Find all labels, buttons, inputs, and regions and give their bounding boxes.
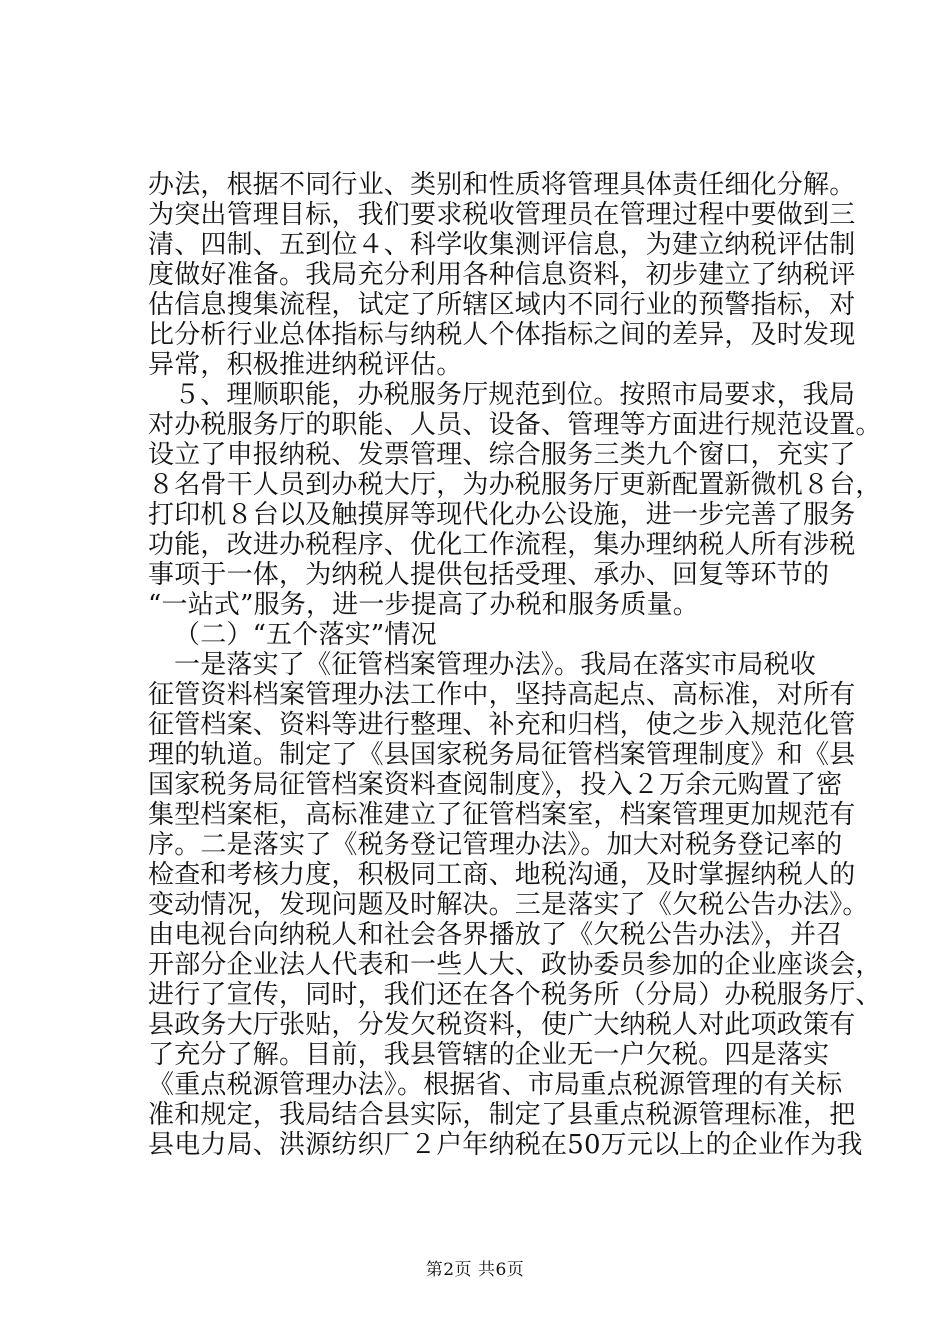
text-line: 设立了申报纳税、发票管理、综合服务三类九个窗口，充实了	[148, 440, 856, 470]
text-line: 对办税服务厅的职能、人员、设备、管理等方面进行规范设置。	[148, 410, 882, 440]
text-line: ８名骨干人员到办税大厅，为办税服务厅更新配置新微机８台，	[148, 470, 882, 500]
text-line: 理的轨道。制定了《县国家税务局征管档案管理制度》和《县	[148, 740, 856, 770]
text-line: 比分析行业总体指标与纳税人个体指标之间的差异，及时发现	[148, 320, 856, 350]
text-line: 准和规定，我局结合县实际，制定了县重点税源管理标准，把	[148, 1100, 856, 1130]
text-line: 事项于一体，为纳税人提供包括受理、承办、回复等环节的	[148, 560, 830, 590]
text-line: 征管档案、资料等进行整理、补充和归档，使之步入规范化管	[148, 710, 856, 740]
text-line: 清、四制、五到位４、科学收集测评信息，为建立纳税评估制	[148, 230, 856, 260]
text-line: 《重点税源管理办法》。根据省、市局重点税源管理的有关标	[148, 1070, 843, 1100]
text-line: 集型档案柜，高标准建立了征管档案室，档案管理更加规范有	[148, 800, 856, 830]
text-line: 为突出管理目标，我们要求税收管理员在管理过程中要做到三	[148, 200, 856, 230]
text-line: 异常，积极推进纳税评估。	[148, 350, 463, 380]
text-line: 县电力局、洪源纺织厂２户年纳税在50万元以上的企业作为我	[148, 1130, 863, 1160]
text-line: 国家税务局征管档案资料查阅制度》，投入２万余元购置了密	[148, 770, 843, 800]
text-line: 了充分了解。目前，我县管辖的企业无一户欠税。四是落实	[148, 1040, 830, 1070]
page-number: 第2页 共6页	[425, 1260, 525, 1280]
text-line: 由电视台向纳税人和社会各界播放了《欠税公告办法》，并召	[148, 920, 843, 950]
text-line: 序。二是落实了《税务登记管理办法》。加大对税务登记率的	[148, 830, 843, 860]
document-body	[148, 170, 882, 1160]
text-line: 度做好准备。我局充分利用各种信息资料，初步建立了纳税评	[148, 260, 856, 290]
text-line: 检查和考核力度，积极同工商、地税沟通，及时掌握纳税人的	[148, 860, 856, 890]
paragraph-start-line: 一是落实了《征管档案管理办法》。我局在落实市局税收	[174, 650, 817, 680]
text-line: 县政务大厅张贴，分发欠税资料，使广大纳税人对此项政策有	[148, 1010, 856, 1040]
text-line: “一站式”服务，进一步提高了办税和服务质量。	[148, 590, 699, 620]
section-heading: （二）“五个落实”情况	[174, 620, 437, 650]
paragraph-start-line: ５、理顺职能，办税服务厅规范到位。按照市局要求，我局	[174, 380, 856, 410]
text-line: 变动情况，发现问题及时解决。三是落实了《欠税公告办法》。	[148, 890, 869, 920]
text-line: 开部分企业法人代表和一些人大、政协委员参加的企业座谈会，	[148, 950, 882, 980]
text-line: 办法，根据不同行业、类别和性质将管理具体责任细化分解。	[148, 170, 856, 200]
text-line: 功能，改进办税程序、优化工作流程，集办理纳税人所有涉税	[148, 530, 856, 560]
text-line: 打印机８台以及触摸屏等现代化办公设施，进一步完善了服务	[148, 500, 856, 530]
text-line: 征管资料档案管理办法工作中，坚持高起点、高标准，对所有	[148, 680, 856, 710]
text-line: 估信息搜集流程，试定了所辖区域内不同行业的预警指标，对	[148, 290, 856, 320]
text-line: 进行了宣传，同时，我们还在各个税务所（分局）办税服务厅、	[148, 980, 882, 1010]
